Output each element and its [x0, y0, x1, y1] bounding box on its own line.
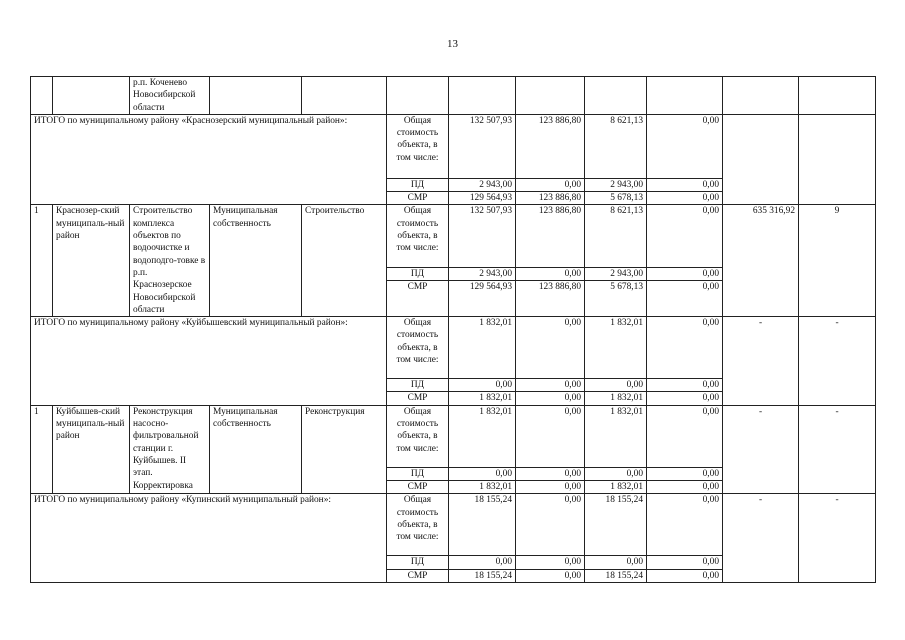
object-number: 1 [31, 405, 53, 494]
extra-count: 9 [799, 205, 876, 317]
object-number: 1 [31, 205, 53, 317]
total-title: ИТОГО по муниципальному району «Куйбышевский муниципальный район»: [31, 317, 387, 406]
table-row: ИТОГО по муниципальному району «Куйбышевский муниципальный район»: Общая стоимость объекта, в том числе: 1 832,01 0,00 1 832,01 0,00 - - [31, 317, 876, 379]
table-row: ПД 0,00 0,00 0,00 0,00 [31, 467, 876, 480]
table-row: СМР 1 832,01 0,00 1 832,01 0,00 [31, 481, 876, 494]
table-row: ПД 0,00 0,00 0,00 0,00 [31, 379, 876, 392]
table-row: 1 Краснозер-ский муниципаль-ный район Строительство комплекса объектов по водоочистке и водоподго-товке в р.п. Краснозерское Новосибирской области Муниципальная собственность Строительство Общая стоимость объекта, в том числе: 132 507,93 123 886,80 8 621,13 0,00 635 316,92 9 [31, 205, 876, 267]
ownership: Муниципальная собственность [210, 405, 302, 494]
ownership: Муниципальная собственность [210, 205, 302, 317]
table-row: ИТОГО по муниципальному району «Купинский муниципальный район»: Общая стоимость объекта, в том числе: 18 155,24 0,00 18 155,24 0,00 - - [31, 494, 876, 556]
total-title: ИТОГО по муниципальному району «Краснозерский муниципальный район»: [31, 114, 387, 205]
total-title: ИТОГО по муниципальному району «Купинский муниципальный район»: [31, 494, 387, 583]
table-row: ИТОГО по муниципальному району «Краснозерский муниципальный район»: Общая стоимость объекта, в том числе: 132 507,93 123 886,80 8 621,13 0,00 [31, 114, 876, 178]
table-row [31, 77, 876, 115]
table-row: СМР 129 564,93 123 886,80 5 678,13 0,00 [31, 281, 876, 317]
work-type: Строительство [302, 205, 387, 317]
table-row: ПД 2 943,00 0,00 2 943,00 0,00 [31, 178, 876, 191]
table-row: ПД 0,00 0,00 0,00 0,00 [31, 556, 876, 569]
extra-value: - [723, 405, 799, 494]
document-table [30, 76, 876, 583]
table-row: СМР 1 832,01 0,00 1 832,01 0,00 [31, 392, 876, 405]
extra-value: 635 316,92 [723, 205, 799, 317]
table-row: СМР 129 564,93 123 886,80 5 678,13 0,00 [31, 192, 876, 205]
object-name: Реконструкция насосно-фильтровальной станции г. Куйбышев. II этап. Корректировка [130, 405, 210, 494]
page-number: 13 [447, 38, 458, 50]
district-name: Краснозер-ский муниципаль-ный район [53, 205, 130, 317]
object-name: Строительство комплекса объектов по водоочистке и водоподго-товке в р.п. Краснозерское Новосибирской области [130, 205, 210, 317]
table-row: ПД 2 943,00 0,00 2 943,00 0,00 [31, 267, 876, 280]
extra-count: - [799, 405, 876, 494]
table-row: СМР 18 155,24 0,00 18 155,24 0,00 [31, 569, 876, 582]
district-name: Куйбышев-ский муниципаль-ный район [53, 405, 130, 494]
object-location: р.п. Коченево Новосибирской области [130, 77, 210, 115]
work-type: Реконструкция [302, 405, 387, 494]
table-row: 1 Куйбышев-ский муниципаль-ный район Реконструкция насосно-фильтровальной станции г. Куйбышев. II этап. Корректировка Муниципальная собственность Реконструкция Общая стоимость объекта, в том числе: 1 832,01 0,00 1 832,01 0,00 - - [31, 405, 876, 467]
